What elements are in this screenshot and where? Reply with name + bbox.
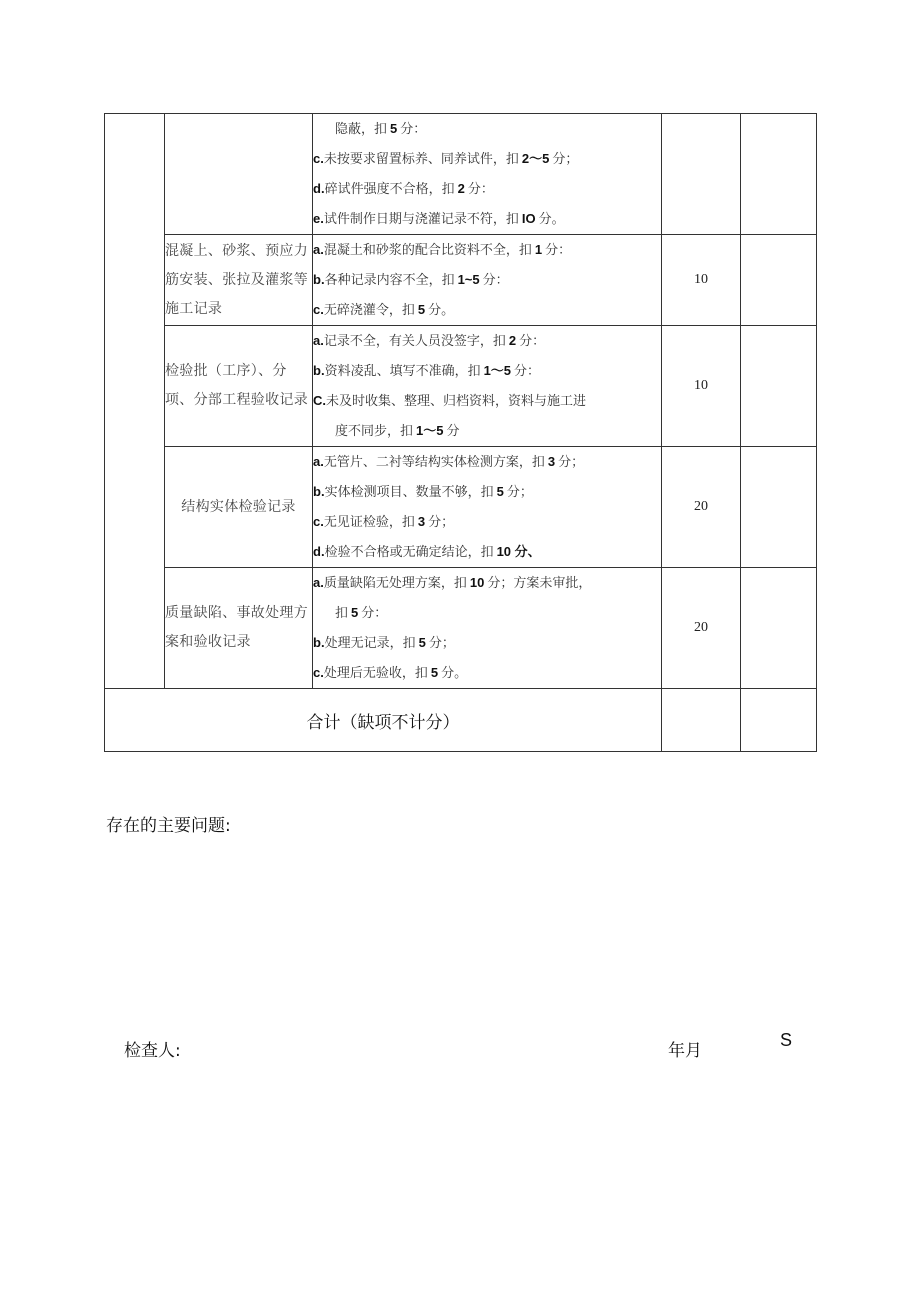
deduction-points: 5 xyxy=(351,605,359,620)
criteria-suffix: 分： xyxy=(361,606,388,621)
deduction-points: 1 xyxy=(534,242,543,257)
deduction-points: 5 xyxy=(496,484,504,499)
deduction-points: 10 分、 xyxy=(496,544,541,559)
total-label: 合计（缺项不计分） xyxy=(105,689,662,752)
criteria-suffix: 分 xyxy=(446,424,460,439)
criteria-suffix: 分。 xyxy=(538,212,565,227)
criteria-line xyxy=(313,204,661,234)
criteria-text: 未及时收集、整理、归档资料，资料与施工进 xyxy=(326,394,587,409)
criteria-suffix: 分； xyxy=(428,515,455,530)
actual-score-cell xyxy=(741,568,817,689)
criteria-suffix: 分。 xyxy=(428,303,455,318)
criteria-text: 质量缺陷无处理方案，扣 xyxy=(323,576,467,591)
deduction-points: 10 xyxy=(469,575,485,590)
criteria-marker: b. xyxy=(313,363,325,378)
deduction-points: 3 xyxy=(417,514,426,529)
actual-score-cell xyxy=(741,114,817,235)
criteria-line xyxy=(313,114,661,144)
deduction-points: 3 xyxy=(547,454,556,469)
criteria-marker: c. xyxy=(313,302,324,317)
standard-score-cell: 10 xyxy=(662,326,741,447)
deduction-points: 5 xyxy=(417,302,426,317)
category-cell: 结构实体检验记录 xyxy=(165,447,313,568)
standard-score-cell: 20 xyxy=(662,568,741,689)
category-cell xyxy=(165,114,313,235)
criteria-text: 记录不全，有关人员没签字，扣 xyxy=(323,334,506,349)
deduction-points: 5 xyxy=(418,635,426,650)
criteria-line xyxy=(313,447,661,477)
table-row xyxy=(105,568,817,689)
criteria-marker: c. xyxy=(313,514,324,529)
actual-score-cell xyxy=(741,326,817,447)
criteria-marker: a. xyxy=(313,242,324,257)
table-row xyxy=(105,326,817,447)
deduction-points: 2 xyxy=(457,181,465,196)
criteria-cell xyxy=(313,568,662,689)
criteria-text: 扣 xyxy=(335,606,349,621)
actual-score-cell xyxy=(741,447,817,568)
criteria-text: 无管片、二衬等结构实体检测方案，扣 xyxy=(323,455,545,470)
standard-score-cell: 10 xyxy=(662,235,741,326)
criteria-suffix: 分： xyxy=(514,364,541,379)
category-cell: 质量缺陷、事故处理方案和验收记录 xyxy=(165,568,313,689)
total-row xyxy=(105,689,817,752)
criteria-suffix: 分； xyxy=(558,455,585,470)
criteria-text: 无碎浇灌令，扣 xyxy=(323,303,415,318)
criteria-suffix: 分： xyxy=(400,122,427,137)
deduction-points: 5 xyxy=(390,121,398,136)
criteria-cell xyxy=(313,326,662,447)
criteria-suffix: 分； xyxy=(506,485,533,500)
criteria-text: 度不同步，扣 xyxy=(335,424,414,439)
inspector-label: 检查人: xyxy=(124,1041,181,1061)
table-row xyxy=(105,235,817,326)
criteria-suffix: 分： xyxy=(467,182,494,197)
total-standard-score-cell xyxy=(662,689,741,752)
deduction-points: 2 xyxy=(508,333,517,348)
criteria-text: 隐蔽，扣 xyxy=(335,122,388,137)
criteria-suffix: 分； xyxy=(428,636,455,651)
criteria-line xyxy=(313,658,661,688)
criteria-line xyxy=(313,265,661,295)
criteria-line xyxy=(313,477,661,507)
criteria-marker: C. xyxy=(313,393,326,408)
criteria-marker: c. xyxy=(313,151,324,166)
criteria-line xyxy=(313,507,661,537)
criteria-marker: c. xyxy=(313,665,324,680)
criteria-text: 各种记录内容不全，扣 xyxy=(324,273,455,288)
s-mark: S xyxy=(780,1030,793,1050)
criteria-marker: d. xyxy=(313,181,325,196)
criteria-marker: b. xyxy=(313,484,325,499)
criteria-suffix: 分。 xyxy=(441,666,468,681)
criteria-text: 碎试件强度不合格，扣 xyxy=(324,182,455,197)
table-row xyxy=(105,447,817,568)
criteria-marker: a. xyxy=(313,333,324,348)
main-problems-label: 存在的主要问题: xyxy=(106,816,231,836)
criteria-text: 实体检测项目、数量不够，扣 xyxy=(324,485,494,500)
criteria-marker: b. xyxy=(313,272,325,287)
criteria-line xyxy=(313,386,661,416)
criteria-text: 无见证检验，扣 xyxy=(323,515,415,530)
total-actual-score-cell xyxy=(741,689,817,752)
deduction-points: 1~5 xyxy=(457,272,480,287)
section-cell xyxy=(105,114,165,689)
criteria-text: 检验不合格或无确定结论，扣 xyxy=(324,545,494,560)
criteria-line xyxy=(313,598,661,628)
table-row xyxy=(105,114,817,235)
criteria-suffix: 分；方案未审批， xyxy=(487,576,592,591)
category-cell: 混凝上、砂浆、预应力筋安装、张拉及灌浆等施工记录 xyxy=(165,235,313,326)
criteria-suffix: 分： xyxy=(519,334,546,349)
actual-score-cell xyxy=(741,235,817,326)
inspection-score-table xyxy=(104,113,817,752)
criteria-line xyxy=(313,174,661,204)
criteria-text: 资料凌乱、填写不准确，扣 xyxy=(324,364,481,379)
criteria-line xyxy=(313,326,661,356)
criteria-text: 未按要求留置标养、同养试件，扣 xyxy=(323,152,519,167)
criteria-line xyxy=(313,295,661,325)
criteria-text: 处理无记录，扣 xyxy=(324,636,416,651)
category-cell: 检验批（工序）、分项、分部工程验收记录 xyxy=(165,326,313,447)
criteria-line xyxy=(313,356,661,386)
criteria-line xyxy=(313,144,661,174)
deduction-points: IO xyxy=(521,211,536,226)
criteria-line xyxy=(313,628,661,658)
criteria-line xyxy=(313,537,661,567)
criteria-line xyxy=(313,235,661,265)
criteria-line xyxy=(313,416,661,446)
criteria-cell xyxy=(313,447,662,568)
criteria-suffix: 分： xyxy=(545,243,572,258)
criteria-text: 试件制作日期与浇灌记录不符，扣 xyxy=(323,212,519,227)
criteria-text: 混凝土和砂浆的配合比资料不全，扣 xyxy=(323,243,532,258)
criteria-marker: a. xyxy=(313,454,324,469)
criteria-marker: e. xyxy=(313,211,324,226)
deduction-points: 5 xyxy=(430,665,439,680)
criteria-marker: d. xyxy=(313,544,325,559)
criteria-suffix: 分； xyxy=(552,152,579,167)
criteria-text: 处理后无验收，扣 xyxy=(323,666,428,681)
criteria-marker: a. xyxy=(313,575,324,590)
criteria-line xyxy=(313,568,661,598)
standard-score-cell: 20 xyxy=(662,447,741,568)
criteria-suffix: 分： xyxy=(482,273,509,288)
criteria-marker: b. xyxy=(313,635,325,650)
criteria-cell xyxy=(313,235,662,326)
standard-score-cell xyxy=(662,114,741,235)
deduction-points: 2～5 xyxy=(521,151,550,166)
criteria-cell xyxy=(313,114,662,235)
deduction-points: 1～5 xyxy=(416,423,444,438)
date-label: 年月 xyxy=(668,1041,702,1061)
deduction-points: 1～5 xyxy=(483,363,512,378)
